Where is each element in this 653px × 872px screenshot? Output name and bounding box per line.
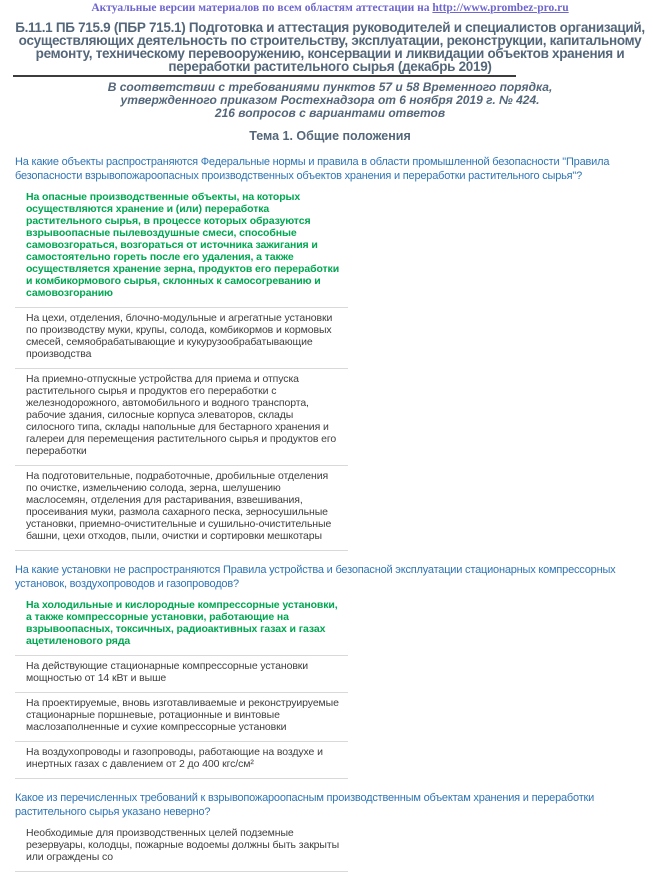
section-heading: Тема 1. Общие положения — [249, 129, 411, 143]
answer-option: На подготовительные, подработочные, дробильные отделения по очистке, измельчению солода, зерна, шелушению маслосемян, отделения для растаривания, взвешивания, просеивания муки, размола сахарного песка, зерносушильные установки, приемно-очистительные и сушильно-очистительные башни, цехи отходов, пыли, очистки и сортировки мешкотары — [15, 466, 348, 551]
answer-option-correct: На опасные производственные объекты, на которых осуществляются хранение и (или) переработка растительного сырья, в процессе которых образуются взрывоопасные пылевоздушные смеси, способные самовозгораться, возгораться от источника зажигания и самостоятельно гореть после его удаления, а также осуществляется хранение зерна, продуктов его переработки и комбикормового сырья, склонных к самосогреванию и самовозгоранию — [15, 187, 348, 308]
answer-option: На воздухопроводы и газопроводы, работающие на воздухе и инертных газах с давлением от 2 до 400 кгс/см² — [15, 742, 348, 779]
question-text: На какие установки не распространяются Правила устройства и безопасной эксплуатации стационарных компрессорных установок, воздухопроводов и газопроводов? — [15, 564, 616, 590]
header-link-text: Актуальные версии материалов по всем областям аттестации на — [91, 2, 433, 14]
document-title: Б.11.1 ПБ 715.9 (ПБР 715.1) Подготовка и аттестация руководителей и специалистов организаций, осуществляющих деятельность по строительству, эксплуатации, реконструкции, капитальному ремонту, техническому перевооружению, консервации и ликвидации объектов хранения и переработки растительного сырья (декабрь 2019) — [15, 20, 645, 74]
answers-list — [15, 595, 348, 779]
header-link-line — [15, 2, 645, 15]
answer-option: Необходимые для производственных целей подземные резервуары, колодцы, пожарные водоемы должны быть закрыты или ограждены со — [15, 823, 348, 872]
answers-list — [15, 187, 348, 551]
question-text: Какое из перечисленных требований к взрывопожароопасным производственным объектам хранения и переработки растительного сырья указано неверно? — [15, 792, 595, 818]
answer-option: На приемно-отпускные устройства для приема и отпуска растительного сырья и продуктов его переработки с железнодорожного, автомобильного и водного транспорта, рабочие здания, силосные корпуса элеваторов, склады силосного типа, склады напольные для бестарного хранения и галереи для перемещения растительного сырья и продуктов его переработки — [15, 369, 348, 466]
header-link-url[interactable]: http://www.prombez-pro.ru — [432, 2, 569, 14]
answer-option: На цехи, отделения, блочно-модульные и агрегатные установки по производству муки, крупы, солода, комбикормов и кормовых смесей, семяобрабатывающие и кукурузообрабатывающие производства — [15, 308, 348, 369]
subtitle-line-2: утвержденного приказом Ростехнадзора от 6 ноября 2019 г. № 424. — [120, 93, 540, 107]
question-text: На какие объекты распространяются Федеральные нормы и правила в области промышленной безопасности "Правила безопасности взрывопожароопасных производственных объектов хранения и переработки растительного сырья"? — [15, 156, 610, 182]
subtitle-line-1: В соответствии с требованиями пунктов 57 и 58 Временного порядка, — [107, 80, 553, 94]
title-underline — [13, 75, 516, 77]
subtitle-line-3: 216 вопросов с вариантами ответов — [214, 106, 446, 120]
answer-option: На проектируемые, вновь изготавливаемые и реконструируемые стационарные поршневые, ротационные и винтовые маслозаполненные и сухие компрессорные установки — [15, 693, 348, 742]
answer-option-correct: На холодильные и кислородные компрессорные установки, а также компрессорные установки, работающие на взрывоопасных, токсичных, радиоактивных газах и газах ацетиленового ряда — [15, 595, 348, 656]
answer-option: На действующие стационарные компрессорные установки мощностью от 14 кВт и выше — [15, 656, 348, 693]
answers-list — [15, 823, 348, 872]
